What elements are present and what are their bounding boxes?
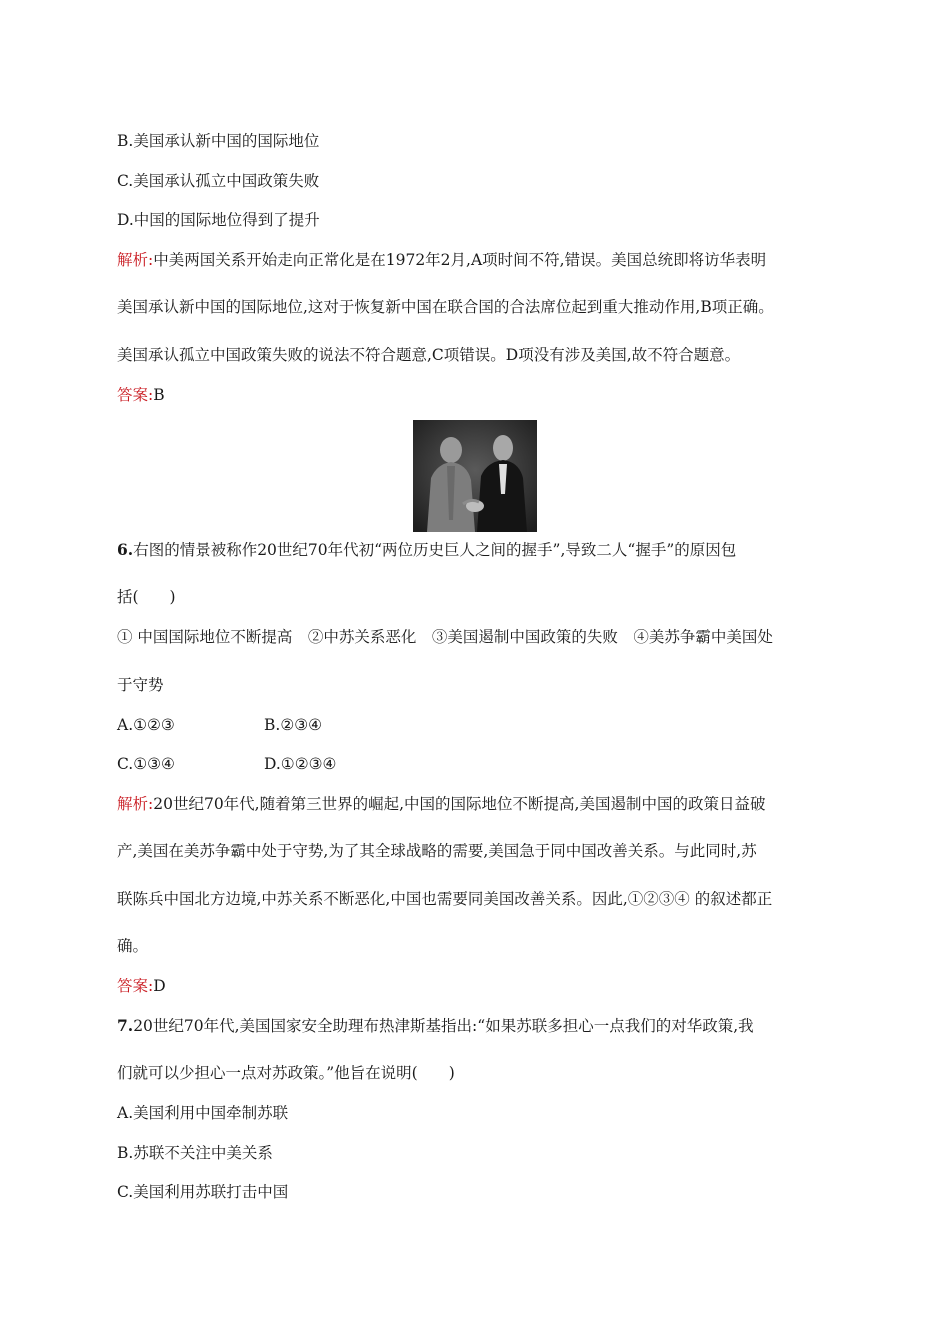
q5-analysis-line-3: 美国承认孤立中国政策失败的说法不符合题意,C项错误。D项没有涉及美国,故不符合题意。 <box>117 346 741 364</box>
answer-label: 答案: <box>117 386 154 404</box>
q6-analysis-line-2: 产,美国在美苏争霸中处于守势,为了其全球战略的需要,美国急于同中国改善关系。与此同时,苏 <box>117 842 757 860</box>
q6-analysis-line-3: 联陈兵中国北方边境,中苏关系不断恶化,中国也需要同美国改善关系。因此,①②③④ 的叙述都正 <box>117 890 773 908</box>
q6-analysis-line-4: 确。 <box>117 937 149 955</box>
q7-stem-line-1 <box>117 1016 754 1036</box>
q6-stem-text: 右图的情景被称作20世纪70年代初“两位历史巨人之间的握手”,导致二人“握手”的原因包 <box>133 541 737 559</box>
analysis-text: 中美两国关系开始走向正常化是在1972年2月,A项时间不符,错误。美国总统即将访华表明 <box>153 251 767 269</box>
q6-option-a: A.①②③ <box>117 716 175 734</box>
q6-stem-line-1 <box>117 540 736 560</box>
q5-analysis-line-1 <box>117 250 766 270</box>
analysis-label: 解析: <box>117 251 154 269</box>
q7-stem-text: 20世纪70年代,美国国家安全助理布热津斯基指出:“如果苏联多担心一点我们的对华政策,我 <box>133 1017 754 1035</box>
analysis-text: 20世纪70年代,随着第三世界的崛起,中国的国际地位不断提高,美国遏制中国的政策日益破 <box>153 795 766 813</box>
handshake-photo <box>413 420 537 532</box>
analysis-label: 解析: <box>117 795 154 813</box>
question-number: 7. <box>117 1016 134 1035</box>
q5-option-b: B.美国承认新中国的国际地位 <box>117 132 320 150</box>
q6-option-c: C.①③④ <box>117 755 175 773</box>
q5-analysis-line-2: 美国承认新中国的国际地位,这对于恢复新中国在联合国的合法席位起到重大推动作用,B项正确。 <box>117 298 774 316</box>
q5-option-d: D.中国的国际地位得到了提升 <box>117 211 320 229</box>
q6-stem-line-2: 括( ) <box>117 588 176 606</box>
q6-items-line-2: 于守势 <box>117 676 164 694</box>
q7-option-a: A.美国利用中国牵制苏联 <box>117 1104 289 1122</box>
q6-analysis-line-1 <box>117 794 765 814</box>
q6-option-b: B.②③④ <box>264 716 323 734</box>
q6-option-d: D.①②③④ <box>264 755 337 773</box>
q7-option-b: B.苏联不关注中美关系 <box>117 1144 273 1162</box>
q7-stem-line-2: 们就可以少担心一点对苏政策。”他旨在说明( ) <box>117 1064 455 1082</box>
q7-option-c: C.美国利用苏联打击中国 <box>117 1183 289 1201</box>
q6-answer <box>117 976 166 996</box>
q6-items-line-1: ① 中国国际地位不断提高 ②中苏关系恶化 ③美国遏制中国政策的失败 ④美苏争霸中美国处 <box>117 628 773 646</box>
answer-value: D <box>153 977 166 995</box>
question-number: 6. <box>117 540 134 559</box>
answer-value: B <box>153 386 165 404</box>
q5-option-c: C.美国承认孤立中国政策失败 <box>117 172 320 190</box>
q5-answer <box>117 385 165 405</box>
answer-label: 答案: <box>117 977 154 995</box>
